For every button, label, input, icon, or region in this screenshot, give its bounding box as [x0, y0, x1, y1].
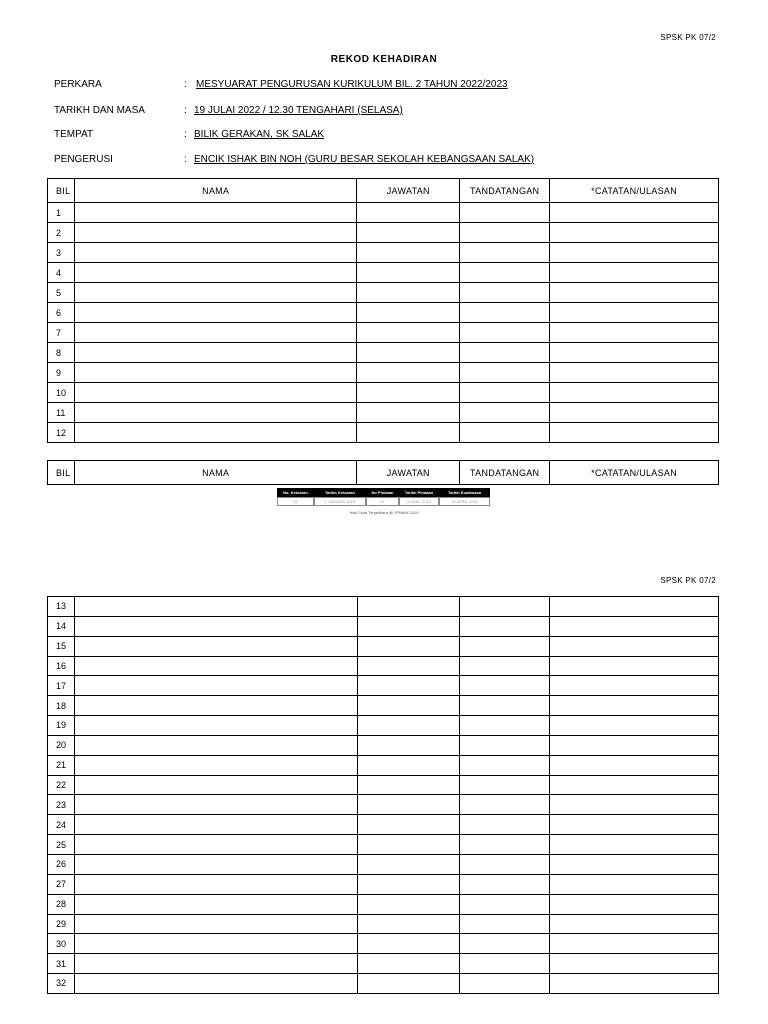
- cell-catatan[interactable]: [550, 343, 719, 363]
- attendance-table-page2: [47, 596, 719, 994]
- cell-nama[interactable]: [74, 696, 357, 716]
- cell-tandatangan[interactable]: [460, 656, 550, 676]
- cell-tandatangan[interactable]: [460, 243, 550, 263]
- cell-bil: 16: [48, 656, 75, 676]
- cell-bil: 9: [48, 363, 75, 383]
- cell-tandatangan[interactable]: [460, 735, 550, 755]
- info-row-tempat: [54, 129, 324, 140]
- cell-tandatangan[interactable]: [460, 343, 550, 363]
- cell-bil: 6: [48, 303, 75, 323]
- cell-catatan[interactable]: [550, 423, 719, 443]
- cell-catatan[interactable]: [550, 735, 719, 755]
- table-header-row: [48, 179, 719, 203]
- cell-nama[interactable]: [74, 954, 357, 974]
- revision-header-cell: No Pindaan: [366, 488, 399, 497]
- col-header-jawatan: JAWATAN: [357, 461, 460, 485]
- info-label: PERKARA: [54, 79, 102, 90]
- cell-tandatangan[interactable]: [460, 775, 550, 795]
- cell-nama[interactable]: [74, 343, 356, 363]
- cell-catatan[interactable]: [550, 894, 719, 914]
- cell-nama[interactable]: [74, 383, 356, 403]
- cell-nama[interactable]: [74, 283, 356, 303]
- cell-tandatangan[interactable]: [460, 323, 550, 343]
- cell-nama[interactable]: [74, 636, 357, 656]
- col-header-bil: BIL: [48, 461, 75, 485]
- table-row: [48, 854, 719, 874]
- info-value: 19 JULAI 2022 / 12.30 TENGAHARI (SELASA): [194, 105, 403, 116]
- cell-tandatangan[interactable]: [460, 716, 550, 736]
- cell-catatan[interactable]: [550, 323, 719, 343]
- cell-tandatangan[interactable]: [460, 934, 550, 954]
- cell-tandatangan[interactable]: [460, 383, 550, 403]
- cell-bil: 8: [48, 343, 75, 363]
- revision-value-cell: 01: [277, 497, 314, 506]
- info-row-perkara: [54, 79, 508, 90]
- info-row-tarikh: [54, 105, 403, 116]
- info-colon: :: [184, 79, 187, 90]
- table-row: [48, 914, 719, 934]
- info-colon: :: [184, 105, 187, 116]
- col-header-bil: BIL: [48, 179, 75, 203]
- table-row: [48, 423, 719, 443]
- cell-tandatangan[interactable]: [460, 223, 550, 243]
- revision-info-box: [277, 488, 490, 506]
- cell-tandatangan[interactable]: [460, 283, 550, 303]
- document-code: SPSK PK 07/2: [660, 576, 716, 585]
- cell-catatan[interactable]: [550, 716, 719, 736]
- cell-jawatan[interactable]: [357, 223, 460, 243]
- cell-bil: 14: [48, 616, 75, 636]
- cell-jawatan[interactable]: [357, 815, 460, 835]
- revision-value-cell: 1 JANUARI 2019: [314, 497, 366, 506]
- cell-bil: 5: [48, 283, 75, 303]
- cell-nama[interactable]: [74, 303, 356, 323]
- cell-tandatangan[interactable]: [460, 835, 550, 855]
- cell-jawatan[interactable]: [357, 303, 460, 323]
- cell-tandatangan[interactable]: [460, 914, 550, 934]
- cell-catatan[interactable]: [550, 383, 719, 403]
- cell-nama[interactable]: [74, 243, 356, 263]
- cell-catatan[interactable]: [550, 795, 719, 815]
- table-row: [48, 656, 719, 676]
- table-row: [48, 243, 719, 263]
- cell-tandatangan[interactable]: [460, 974, 550, 994]
- cell-nama[interactable]: [74, 223, 356, 243]
- cell-nama[interactable]: [74, 874, 357, 894]
- cell-nama[interactable]: [74, 815, 357, 835]
- revision-header-cell: Tarikh Keluaran: [314, 488, 366, 497]
- cell-nama[interactable]: [74, 755, 357, 775]
- cell-jawatan[interactable]: [357, 676, 460, 696]
- cell-bil: 30: [48, 934, 75, 954]
- cell-tandatangan[interactable]: [460, 423, 550, 443]
- table-row: [48, 303, 719, 323]
- table-row: [48, 874, 719, 894]
- table-row: [48, 383, 719, 403]
- table-row: [48, 223, 719, 243]
- info-value: BILIK GERAKAN, SK SALAK: [194, 129, 325, 140]
- cell-nama[interactable]: [74, 716, 357, 736]
- cell-bil: 24: [48, 815, 75, 835]
- cell-catatan[interactable]: [550, 974, 719, 994]
- cell-catatan[interactable]: [550, 636, 719, 656]
- table-row: [48, 775, 719, 795]
- cell-tandatangan[interactable]: [460, 597, 550, 617]
- cell-jawatan[interactable]: [357, 263, 460, 283]
- cell-tandatangan[interactable]: [460, 815, 550, 835]
- cell-nama[interactable]: [74, 203, 356, 223]
- cell-bil: 1: [48, 203, 75, 223]
- cell-jawatan[interactable]: [357, 894, 460, 914]
- cell-catatan[interactable]: [550, 835, 719, 855]
- col-header-tandatangan: TANDATANGAN: [460, 179, 550, 203]
- cell-jawatan[interactable]: [357, 423, 460, 443]
- col-header-catatan: *CATATAN/ULASAN: [550, 179, 719, 203]
- table-row: [48, 263, 719, 283]
- cell-jawatan[interactable]: [357, 854, 460, 874]
- cell-jawatan[interactable]: [357, 795, 460, 815]
- cell-bil: 29: [48, 914, 75, 934]
- cell-catatan[interactable]: [550, 303, 719, 323]
- cell-catatan[interactable]: [550, 874, 719, 894]
- cell-bil: 31: [48, 954, 75, 974]
- cell-jawatan[interactable]: [357, 914, 460, 934]
- cell-jawatan[interactable]: [357, 243, 460, 263]
- cell-tandatangan[interactable]: [460, 363, 550, 383]
- cell-catatan[interactable]: [550, 676, 719, 696]
- cell-catatan[interactable]: [550, 934, 719, 954]
- cell-nama[interactable]: [74, 676, 357, 696]
- page-title: REKOD KEHADIRAN: [330, 54, 438, 65]
- cell-bil: 10: [48, 383, 75, 403]
- table-row: [48, 934, 719, 954]
- cell-nama[interactable]: [74, 934, 357, 954]
- revision-value-cell: 01: [366, 497, 399, 506]
- cell-catatan[interactable]: [550, 656, 719, 676]
- cell-nama[interactable]: [74, 795, 357, 815]
- cell-bil: 11: [48, 403, 75, 423]
- cell-jawatan[interactable]: [357, 835, 460, 855]
- cell-jawatan[interactable]: [357, 735, 460, 755]
- cell-bil: 28: [48, 894, 75, 914]
- table-row: [48, 676, 719, 696]
- table-row: [48, 974, 719, 994]
- cell-jawatan[interactable]: [357, 954, 460, 974]
- cell-catatan[interactable]: [550, 815, 719, 835]
- cell-bil: 17: [48, 676, 75, 696]
- cell-tandatangan[interactable]: [460, 954, 550, 974]
- cell-tandatangan[interactable]: [460, 263, 550, 283]
- info-value: MESYUARAT PENGURUSAN KURIKULUM BIL. 2 TAHUN 2022/2023: [196, 79, 508, 90]
- cell-nama[interactable]: [74, 423, 356, 443]
- cell-jawatan[interactable]: [357, 323, 460, 343]
- document-code: SPSK PK 07/2: [660, 33, 716, 42]
- cell-bil: 12: [48, 423, 75, 443]
- info-label: TEMPAT: [54, 129, 94, 140]
- cell-bil: 19: [48, 716, 75, 736]
- cell-nama[interactable]: [74, 656, 357, 676]
- revision-header-cell: No. Keluaran: [277, 488, 314, 497]
- cell-nama[interactable]: [74, 263, 356, 283]
- cell-catatan[interactable]: [550, 616, 719, 636]
- cell-catatan[interactable]: [550, 203, 719, 223]
- cell-tandatangan[interactable]: [460, 303, 550, 323]
- revision-header-row: [277, 488, 490, 497]
- cell-nama[interactable]: [74, 914, 357, 934]
- cell-catatan[interactable]: [550, 243, 719, 263]
- cell-bil: 21: [48, 755, 75, 775]
- cell-tandatangan[interactable]: [460, 636, 550, 656]
- table-row: [48, 403, 719, 423]
- table-row: [48, 735, 719, 755]
- cell-jawatan[interactable]: [357, 716, 460, 736]
- cell-bil: 32: [48, 974, 75, 994]
- table-row: [48, 363, 719, 383]
- cell-nama[interactable]: [74, 775, 357, 795]
- cell-bil: 15: [48, 636, 75, 656]
- cell-jawatan[interactable]: [357, 696, 460, 716]
- cell-tandatangan[interactable]: [460, 755, 550, 775]
- cell-tandatangan[interactable]: [460, 676, 550, 696]
- revision-value-row: [277, 497, 490, 506]
- cell-catatan[interactable]: [550, 597, 719, 617]
- cell-jawatan[interactable]: [357, 755, 460, 775]
- cell-bil: 23: [48, 795, 75, 815]
- cell-nama[interactable]: [74, 835, 357, 855]
- table-row: [48, 343, 719, 363]
- table-row: [48, 835, 719, 855]
- cell-catatan[interactable]: [550, 755, 719, 775]
- cell-nama[interactable]: [74, 974, 357, 994]
- cell-catatan[interactable]: [550, 403, 719, 423]
- cell-bil: 3: [48, 243, 75, 263]
- cell-jawatan[interactable]: [357, 934, 460, 954]
- cell-tandatangan[interactable]: [460, 616, 550, 636]
- cell-tandatangan[interactable]: [460, 403, 550, 423]
- table-row: [48, 954, 719, 974]
- table-row: [48, 894, 719, 914]
- table-row: [48, 597, 719, 617]
- cell-bil: 27: [48, 874, 75, 894]
- cell-jawatan[interactable]: [357, 383, 460, 403]
- attendance-table-header-repeat: [47, 460, 719, 485]
- cell-bil: 4: [48, 263, 75, 283]
- cell-bil: 18: [48, 696, 75, 716]
- revision-header-cell: Tarikh Kuatkuasa: [439, 488, 490, 497]
- cell-tandatangan[interactable]: [460, 874, 550, 894]
- cell-jawatan[interactable]: [357, 775, 460, 795]
- table-row: [48, 815, 719, 835]
- cell-nama[interactable]: [74, 597, 357, 617]
- cell-jawatan[interactable]: [357, 597, 460, 617]
- table-row: [48, 636, 719, 656]
- info-label: TARIKH DAN MASA: [54, 105, 145, 116]
- cell-bil: 13: [48, 597, 75, 617]
- cell-tandatangan[interactable]: [460, 894, 550, 914]
- info-value: ENCIK ISHAK BIN NOH (GURU BESAR SEKOLAH KEBANGSAAN SALAK): [194, 154, 535, 165]
- attendance-table-page1: [47, 178, 719, 443]
- cell-jawatan[interactable]: [357, 656, 460, 676]
- cell-catatan[interactable]: [550, 263, 719, 283]
- cell-jawatan[interactable]: [357, 616, 460, 636]
- cell-jawatan[interactable]: [357, 636, 460, 656]
- cell-nama[interactable]: [74, 323, 356, 343]
- table-row: [48, 323, 719, 343]
- cell-jawatan[interactable]: [357, 363, 460, 383]
- cell-nama[interactable]: [74, 735, 357, 755]
- cell-jawatan[interactable]: [357, 974, 460, 994]
- table-row: [48, 755, 719, 775]
- revision-header-cell: Tarikh Pindaan: [399, 488, 439, 497]
- cell-bil: 22: [48, 775, 75, 795]
- cell-nama[interactable]: [74, 403, 356, 423]
- cell-bil: 26: [48, 854, 75, 874]
- table-row: [48, 716, 719, 736]
- table-row: [48, 696, 719, 716]
- table-header-row: [48, 461, 719, 485]
- revision-value-cell: 11 MAC 2019: [399, 497, 439, 506]
- revision-value-cell: 15 APRIL 2019: [439, 497, 490, 506]
- table-row: [48, 283, 719, 303]
- cell-tandatangan[interactable]: [460, 795, 550, 815]
- col-header-jawatan: JAWATAN: [357, 179, 460, 203]
- cell-catatan[interactable]: [550, 283, 719, 303]
- cell-bil: 25: [48, 835, 75, 855]
- cell-jawatan[interactable]: [357, 203, 460, 223]
- cell-catatan[interactable]: [550, 954, 719, 974]
- cell-jawatan[interactable]: [357, 403, 460, 423]
- cell-bil: 7: [48, 323, 75, 343]
- cell-catatan[interactable]: [550, 854, 719, 874]
- info-colon: :: [184, 129, 187, 140]
- col-header-nama: NAMA: [74, 179, 356, 203]
- table-row: [48, 616, 719, 636]
- cell-nama[interactable]: [74, 363, 356, 383]
- cell-nama[interactable]: [74, 894, 357, 914]
- cell-bil: 2: [48, 223, 75, 243]
- cell-jawatan[interactable]: [357, 283, 460, 303]
- copyright-note: Hak Cipta Terpelihara @ JPNMM 2019: [349, 510, 419, 515]
- cell-jawatan[interactable]: [357, 874, 460, 894]
- cell-catatan[interactable]: [550, 775, 719, 795]
- info-colon: :: [184, 154, 187, 165]
- cell-tandatangan[interactable]: [460, 854, 550, 874]
- cell-catatan[interactable]: [550, 363, 719, 383]
- cell-catatan[interactable]: [550, 914, 719, 934]
- cell-tandatangan[interactable]: [460, 696, 550, 716]
- info-row-pengerusi: [54, 154, 534, 165]
- col-header-tandatangan: TANDATANGAN: [460, 461, 550, 485]
- cell-tandatangan[interactable]: [460, 203, 550, 223]
- info-label: PENGERUSI: [54, 154, 113, 165]
- table-row: [48, 795, 719, 815]
- col-header-catatan: *CATATAN/ULASAN: [550, 461, 719, 485]
- cell-jawatan[interactable]: [357, 343, 460, 363]
- cell-catatan[interactable]: [550, 696, 719, 716]
- cell-nama[interactable]: [74, 854, 357, 874]
- col-header-nama: NAMA: [74, 461, 356, 485]
- cell-bil: 20: [48, 735, 75, 755]
- table-row: [48, 203, 719, 223]
- cell-catatan[interactable]: [550, 223, 719, 243]
- cell-nama[interactable]: [74, 616, 357, 636]
